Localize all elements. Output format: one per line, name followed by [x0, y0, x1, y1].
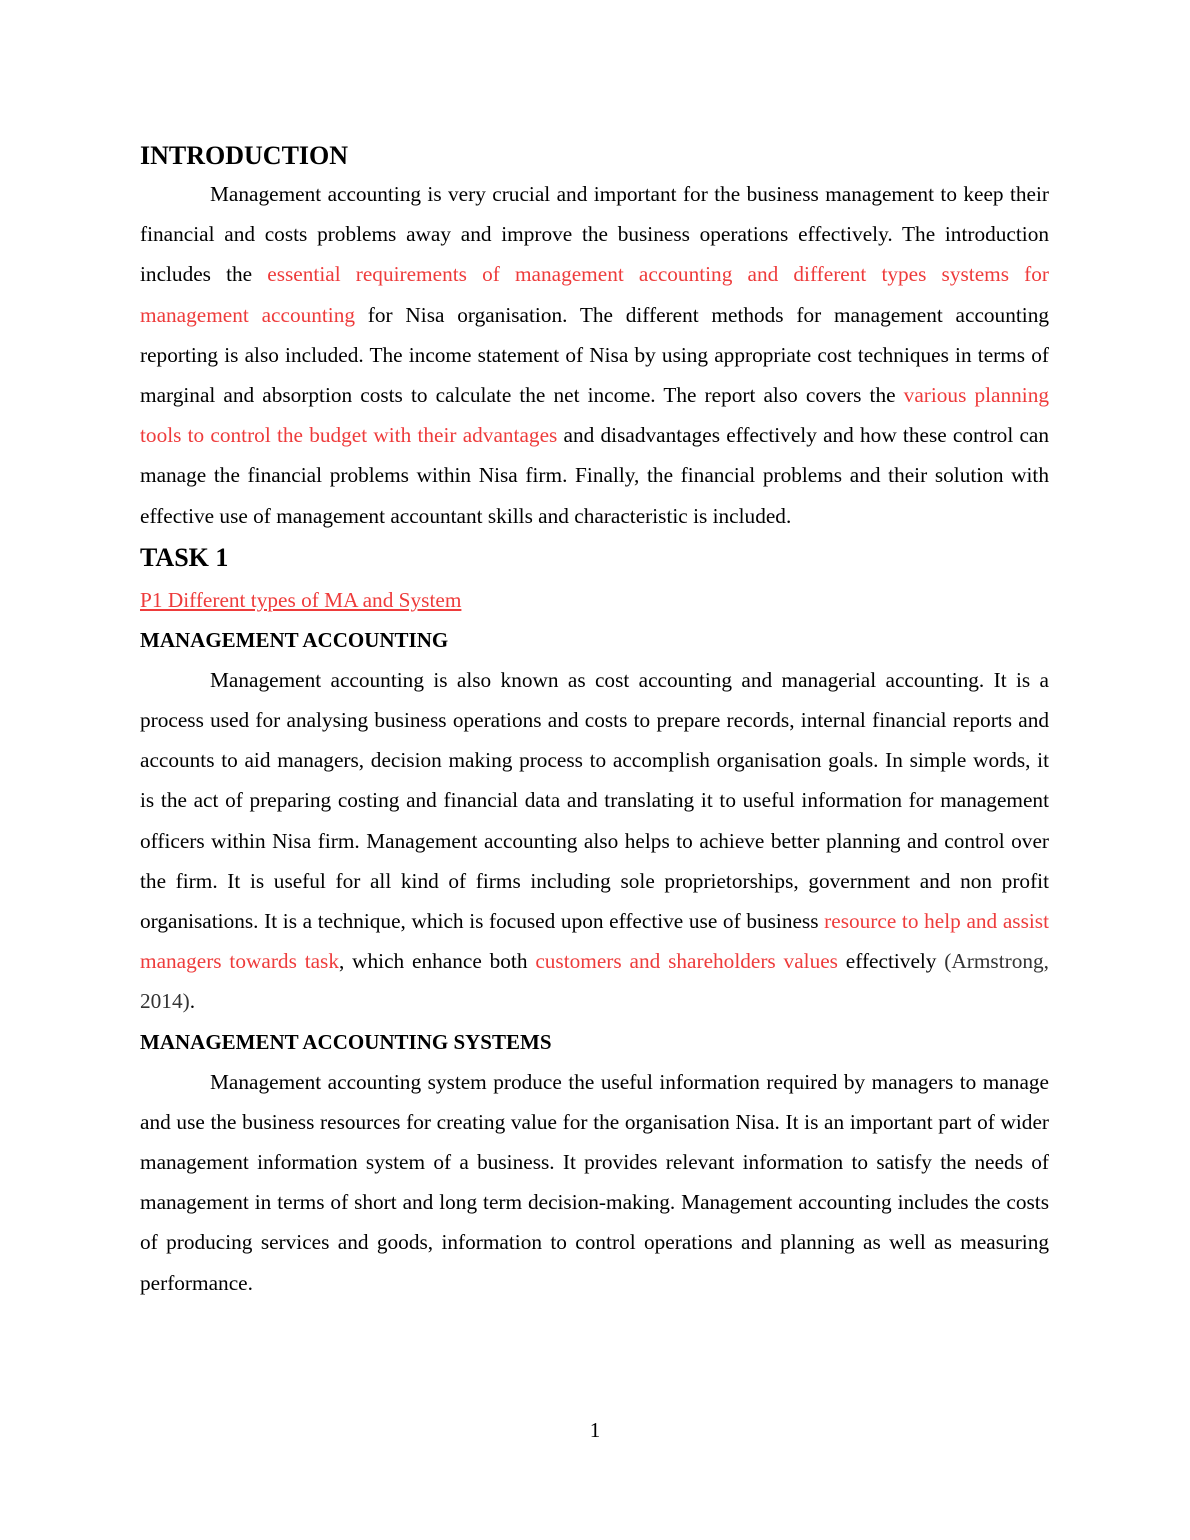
text: effectively [837, 949, 945, 974]
heading-management-accounting-systems: MANAGEMENT ACCOUNTING SYSTEMS [140, 1029, 552, 1054]
text: . [189, 989, 196, 1014]
highlighted-text: customers and shareholders values [535, 949, 838, 974]
page-number: 1 [589, 1418, 601, 1442]
intro-paragraph [140, 174, 1049, 536]
text: for Nisa organisation. The different methods for management accounting reporting is also included. The income statement of Nisa by using appropriate cost techniques in terms of marginal and absorption costs to calculate the net income. The report also covers the [140, 302, 1049, 408]
heading-management-accounting: MANAGEMENT ACCOUNTING [140, 627, 449, 652]
text: , which enhance both [339, 949, 536, 974]
document-page [140, 138, 1049, 1303]
ma-paragraph [140, 660, 1049, 1022]
p1-link[interactable]: P1 Different types of MA and System [140, 587, 462, 612]
heading-task-1: TASK 1 [140, 542, 229, 572]
text: Management accounting is very crucial and important for the business management to keep their financial and costs problems away and improve the business operations effectively. The introduction includes the [140, 182, 1049, 287]
text: and disadvantages effectively and how these control can manage the financial problems within Nisa firm. Finally, the financial problems and their solution with effective use of management accountant skills and characteristic is included. [140, 423, 1050, 528]
highlighted-text: essential requirements of management accounting and different types systems for management accounting [140, 262, 1049, 327]
heading-introduction: INTRODUCTION [140, 141, 349, 170]
mas-paragraph: Management accounting system produce the useful information required by managers to manage and use the business resources for creating value for the organisation Nisa. It is an important part of wider management information system of a business. It provides relevant information to satisfy the needs of management in terms of short and long term decision-making. Management accounting includes the costs of producing services and goods, information to control operations and planning as well as measuring performance. [140, 1069, 1049, 1295]
text: Management accounting is also known as cost accounting and managerial accounting. It is a process used for analysing business operations and costs to prepare records, internal financial reports and accounts to aid managers, decision making process to accomplish organisation goals. In simple words, it is the act of preparing costing and financial data and translating it to useful information for management officers within Nisa firm. Management accounting also helps to achieve better planning and control over the firm. It is useful for all kind of firms including sole proprietorships, government and non profit organisations. It is a technique, which is focused upon effective use of business [140, 667, 1049, 934]
highlighted-text: resource to help and assist managers towards task [140, 909, 1049, 974]
citation: (Armstrong, 2014) [140, 949, 1049, 1014]
highlighted-text: various planning tools to control the budget with their advantages [140, 383, 1049, 448]
